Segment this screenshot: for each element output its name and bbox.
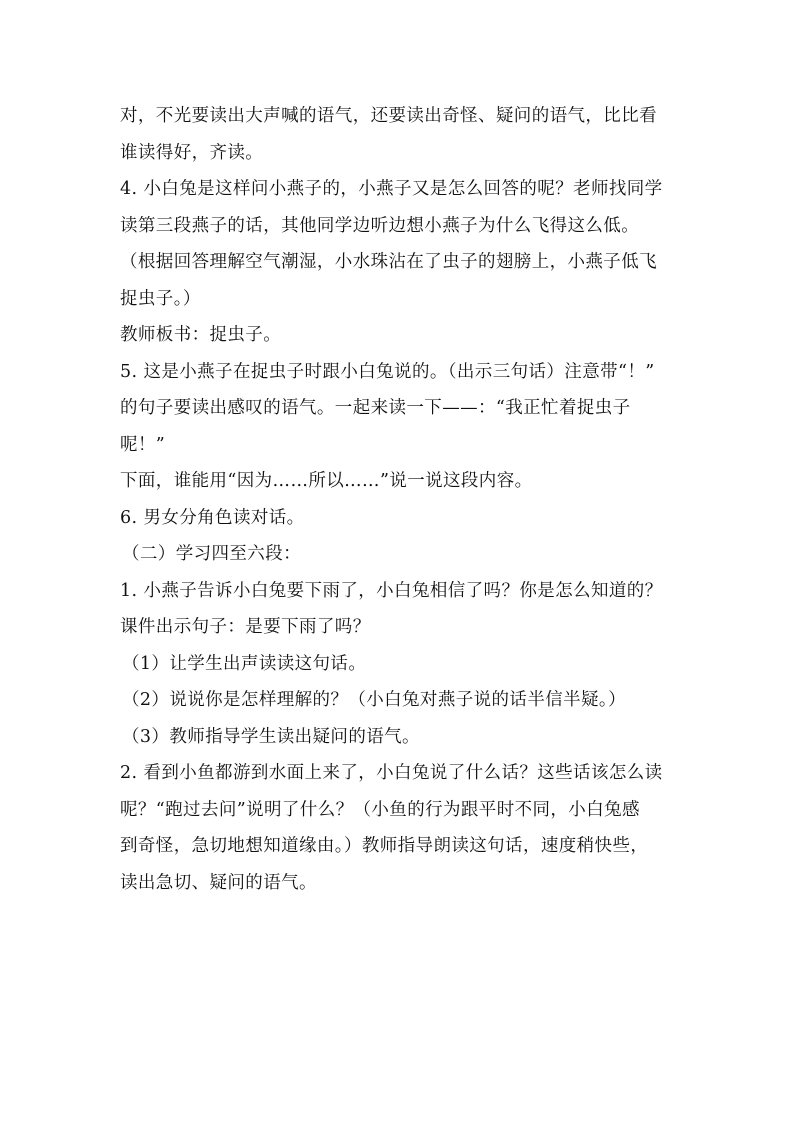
text-line: 谁读得好，齐读。: [120, 142, 264, 163]
list-item: （3）教师指导学生读出疑问的语气。: [122, 726, 420, 747]
text-line: 4. 小白兔是这样问小燕子的，小燕子又是怎么回答的呢？老师找同学: [120, 179, 663, 199]
text-line: 下面，谁能用“因为……所以……”说一说这段内容。: [120, 471, 533, 491]
text-line: 呢！”: [120, 434, 166, 455]
text-line: 1. 小燕子告诉小白兔要下雨了，小白兔相信了吗？你是怎么知道的？: [120, 580, 663, 601]
text-line: 的句子要读出感叹的语气。一起来读一下——：“我正忙着捉虫子: [120, 398, 631, 418]
text-line: 捉虫子。）: [120, 288, 201, 309]
text-line: 2. 看到小鱼都游到水面上来了，小白兔说了什么话？这些话该怎么读: [120, 763, 663, 783]
text-line: 到奇怪，急切地想知道缘由。）教师指导朗读这句话，速度稍快些，: [120, 836, 649, 856]
text-line: 读出急切、疑问的语气。: [120, 872, 317, 893]
list-item: （1）让学生出声读读这句话。: [122, 653, 367, 674]
text-line: 5. 这是小燕子在捉虫子时跟小白兔说的。（出示三句话）注意带“！”: [120, 361, 655, 382]
list-item: （2）说说你是怎样理解的？（小白兔对燕子说的话半信半疑。）: [122, 690, 626, 710]
text-line: 教师板书：捉虫子。: [120, 325, 282, 345]
text-line: 呢？“跑过去问”说明了什么？（小鱼的行为跟平时不同，小白兔感: [120, 799, 640, 820]
section-heading: （二）学习四至六段：: [122, 544, 301, 564]
text-line: 读第三段燕子的话，其他同学边听边想小燕子为什么飞得这么低。: [120, 215, 640, 236]
text-line: 6. 男女分角色读对话。: [120, 507, 305, 528]
text-line: （根据回答理解空气潮湿，小水珠沾在了虫子的翅膀上，小燕子低飞: [120, 252, 657, 272]
document-body: [120, 98, 680, 901]
text-line: 对，不光要读出大声喊的语气，还要读出奇怪、疑问的语气，比比看: [120, 106, 657, 126]
text-line: 课件出示句子：是要下雨了吗？: [120, 617, 371, 637]
